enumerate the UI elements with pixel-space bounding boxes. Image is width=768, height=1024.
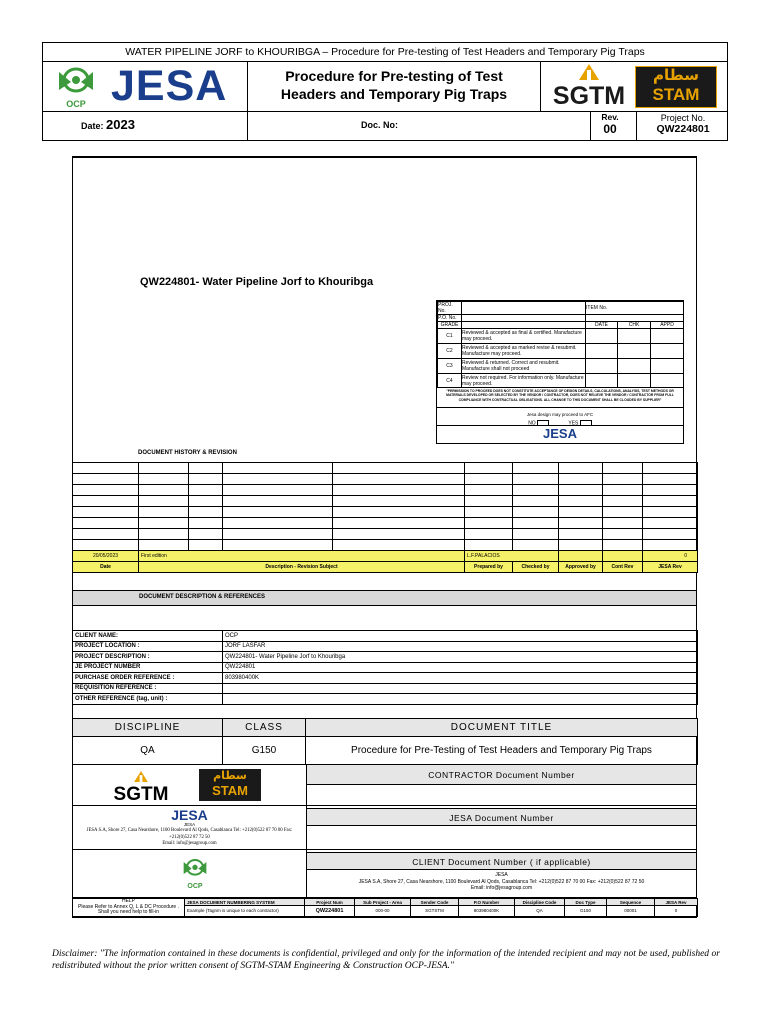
contractor-doc-number-label: CONTRACTOR Document Number [428, 770, 575, 780]
proj-no-label: PROJ. No. [438, 302, 462, 315]
stamp-code: C2 [438, 344, 462, 359]
jesa-doc-number-label: JESA Document Number [449, 813, 554, 823]
reference-value: QW224801- Water Pipeline Jorf to Khouribga [223, 652, 698, 663]
reference-value: 803980400K [223, 673, 698, 684]
numbering-header: JESA Rev [655, 899, 698, 906]
jesa-logo: JESA [111, 62, 228, 110]
reference-label: CLIENT NAME: [73, 631, 223, 642]
rev-label: Rev. [601, 112, 619, 122]
numbering-value: 000-00 [355, 906, 411, 916]
stam-logo [635, 66, 717, 108]
project-no-label: Project No. [660, 113, 706, 123]
references-title: DOCUMENT DESCRIPTION & REFERENCES [139, 594, 266, 600]
history-entry-date: 20/05/2023 [73, 551, 139, 562]
grade-label: GRADE [438, 322, 462, 329]
sgtm-logo [547, 64, 631, 109]
stamp-text: Reviewed & accepted as final & certified. Manufacture may proceed. [462, 329, 586, 344]
reference-row [73, 652, 698, 663]
date-value: 2023 [106, 117, 135, 132]
reference-value: JORF LASFAR [223, 641, 698, 652]
reference-row [73, 662, 698, 673]
numbering-header: Sequence [607, 899, 655, 906]
chk-col-label: CHK [618, 322, 651, 329]
reference-label: OTHER REFERENCE (tag, unit) : [73, 694, 223, 705]
reference-value: OCP [223, 631, 698, 642]
history-entry-jesa-rev: 0 [643, 551, 698, 562]
classification-block [72, 718, 697, 765]
client-block [72, 850, 697, 898]
po-no-label: P.O. No. [438, 315, 462, 322]
numbering-header: Sub Project - Area [355, 899, 411, 906]
reference-row [73, 631, 698, 642]
stam-logo-text: STAM [652, 85, 700, 104]
history-header-date: Date [73, 562, 139, 573]
history-entry-description: First edition [139, 551, 465, 562]
client-line3: Email: info@jesagroup.com [470, 885, 533, 891]
stamp-code: C4 [438, 374, 462, 388]
reference-value [223, 694, 698, 705]
client-line2: JESA S.A, Shore 27, Casa Nearshore, 1100 Boulevard Al Qods, Casablanca Tel: +212(0)522 87 70 00 Fax: +212(0)522 87 72 50 [358, 878, 645, 885]
stamp-code: C1 [438, 329, 462, 344]
discipline-value: QA [73, 737, 223, 765]
footer-disclaimer: Disclaimer: "The information contained in these documents is confidential, privileged and only for the information of the intended recipient and may not be used, published or redistributed without the prior written consent of SGTM-STAM Engineering & Construction OCP-JESA." [52, 949, 720, 971]
sgtm-triangle-icon [579, 64, 599, 80]
document-title-value: Procedure for Pre-Testing of Test Headers and Temporary Pig Traps [306, 737, 698, 765]
date-field [81, 117, 135, 132]
contractor-sgtm-logo [105, 769, 177, 803]
discipline-label: DISCIPLINE [73, 719, 223, 737]
rev-value: 00 [603, 122, 617, 136]
yes-label: YES [568, 420, 579, 427]
help-title: HELP [121, 898, 136, 904]
history-table [72, 462, 697, 573]
ocp-logo-text: OCP [66, 99, 86, 109]
stamp-text: Reviewed & returned. Correct and resubmit. Manufacture shall not proceed [462, 359, 586, 374]
numbering-header: Project Num [305, 899, 355, 906]
ocp-emblem-icon [177, 858, 213, 878]
contractor-stam-logo [199, 769, 261, 801]
reference-label: PURCHASE ORDER REFERENCE : [73, 673, 223, 684]
references-table [72, 630, 697, 705]
docno-label: Doc. No: [361, 120, 398, 130]
numbering-system-example: Example (Tagnm is unique to each contractor) [185, 906, 305, 916]
header-info-row [42, 111, 728, 141]
numbering-block [72, 898, 697, 917]
numbering-value: QA [515, 906, 565, 916]
numbering-system-title: JESA DOCUMENT NUMBERING SYSTEM [185, 899, 305, 906]
contractor-block [72, 764, 697, 806]
cover-project-title: QW224801- Water Pipeline Jorf to Khouribga [140, 276, 374, 288]
reference-label: PROJECT DESCRIPTION : [73, 652, 223, 663]
numbering-value: G150 [565, 906, 607, 916]
sgtm-logo-text: SGTM [552, 82, 626, 110]
reference-row [73, 641, 698, 652]
stamp-text: Reviewed & accepted as marked revise & resubmit. Manufacture may proceed. [462, 344, 586, 359]
reference-label: JE PROJECT NUMBER [73, 662, 223, 673]
project-no-value: QW224801 [656, 123, 710, 135]
history-header-approved-by: Approved by [559, 562, 603, 573]
header-logo-row [42, 61, 728, 112]
stamp-text: Review not required. For information only. Manufacture may proceed. [462, 374, 584, 387]
references-title-bar [72, 590, 697, 606]
reference-row [73, 683, 698, 694]
history-header-prepared-by: Prepared by [465, 562, 513, 573]
history-header-cont-rev: Cont Rev [603, 562, 643, 573]
history-header-checked-by: Checked by [513, 562, 559, 573]
no-label: NO [528, 420, 536, 427]
jesa-block [72, 806, 697, 850]
numbering-header: P.O Number [459, 899, 515, 906]
history-header-description: Description - Revision Subject [139, 562, 465, 573]
contractor-sgtm-text: SGTM [113, 784, 169, 805]
contractor-stam-arabic: سطام [213, 770, 247, 782]
jesa-block-address: JESA S.A, Shore 27, Casa Nearshore, 1100 Boulevard Al Qods, Casablanca Tel: +212(0)522 87 70 00 Fax: +212(0)522 87 72 50 [86, 828, 293, 840]
document-title-line1: Procedure for Pre-testing of Test [285, 68, 503, 84]
stam-arabic-text: سطام [653, 67, 699, 84]
sgtm-triangle-icon [134, 771, 148, 782]
ocp-emblem-icon [51, 66, 101, 96]
client-doc-number-label: CLIENT Document Number ( if applicable) [412, 857, 591, 867]
document-title-label: DOCUMENT TITLE [306, 719, 698, 737]
reference-row [73, 694, 698, 705]
date-label: Date: [81, 121, 104, 131]
history-header-jesa-rev: JESA Rev [643, 562, 698, 573]
approval-stamp [436, 300, 684, 444]
client-line1: JESA [495, 872, 508, 878]
history-title: DOCUMENT HISTORY & REVISION [138, 450, 237, 456]
reference-label: REQUISITION REFERENCE : [73, 683, 223, 694]
jesa-block-sub: JESA [183, 822, 196, 827]
stamp-design-line: Jesa design may proceed to AFC [526, 412, 594, 417]
numbering-header: Doc Type [565, 899, 607, 906]
item-no-label: ITEM No. [586, 302, 684, 315]
history-entry-row [73, 551, 698, 562]
numbering-value: 00001 [607, 906, 655, 916]
numbering-header: Sender Code [411, 899, 459, 906]
reference-value [223, 683, 698, 694]
stamp-jesa-logo: JESA [437, 425, 683, 442]
date-col-label: DATE [586, 322, 618, 329]
class-value: G150 [223, 737, 306, 765]
numbering-value: 803980400K [459, 906, 515, 916]
reference-row [73, 673, 698, 684]
history-header-row [73, 562, 698, 573]
stamp-disclaimer: "PERMISSION TO PROCEED DOES NOT CONSTITUTE ACCEPTANCE OF DESIGN DETAILS, CALCULATIONS, ANALYSIS, TEST METHODS OR MATERIALS DEVELOPED OR SELECTED BY THE VENDOR / CONTRACTOR, DOES NOT RELIEVE THE VENDOR / CONTRACTOR FROM FULL COMPLIANCE WITH CONTRACTUAL OBLIGATIONS. ALL CHANGE TO THIS DOCUMENT SHALL BE CLOUDED BY SUPPLIER" [437, 388, 683, 408]
history-entry-prepared-by: L.F.PALACIOS [465, 551, 559, 562]
reference-label: PROJECT LOCATION : [73, 641, 223, 652]
numbering-value-project: QW224801 [305, 906, 355, 916]
numbering-header: Discipline Code [515, 899, 565, 906]
jesa-block-logo: JESA [171, 807, 208, 823]
help-text: Please Refer to Annex Q, L & DC Procedure . Shall you need help to fill-in [78, 903, 179, 915]
numbering-value: 0 [655, 906, 698, 916]
numbering-value: SGTSTM [411, 906, 459, 916]
header-top-line: WATER PIPELINE JORF to KHOURIBGA – Procedure for Pre-testing of Test Headers and Temporary Pig Traps [42, 42, 728, 62]
appd-col-label: APPD [651, 322, 684, 329]
jesa-block-email: Email: info@jesagroup.com [162, 841, 217, 846]
ocp-logo [51, 66, 101, 109]
client-ocp-logo [173, 858, 217, 888]
stamp-code: C3 [438, 359, 462, 374]
help-cell [73, 899, 185, 917]
class-label: CLASS [223, 719, 306, 737]
contractor-stam-text: STAM [212, 783, 248, 798]
client-ocp-text: OCP [187, 883, 203, 890]
document-title-line2: Headers and Temporary Pig Traps [280, 86, 508, 102]
reference-value: QW224801 [223, 662, 698, 673]
